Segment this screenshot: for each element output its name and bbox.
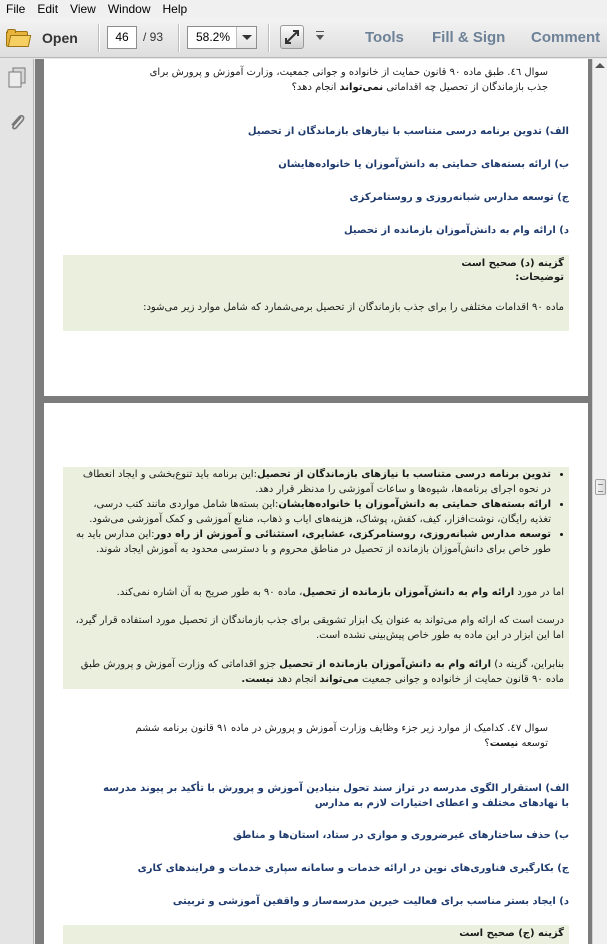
pdf-page bbox=[44, 403, 588, 944]
list-item: • تدوین برنامه درسی متناسب با نیازهای بازماندگان از تحصیل:این برنامه باید تنوع‌بخشی و ایجاد انعطاف در نحوه اجرای برنامه‌ها، شیوه‌ها و ساعات آموزشی را مدنظر قرار دهد. bbox=[73, 467, 551, 497]
answer-title: گزینه (ج) صحیح است bbox=[459, 928, 564, 939]
bullet-list bbox=[73, 467, 551, 557]
scrollbar-thumb[interactable] bbox=[595, 479, 606, 495]
toolbar-options-icon[interactable] bbox=[316, 35, 324, 40]
menu-view[interactable]: View bbox=[70, 2, 96, 16]
tools-pane-button[interactable]: Tools bbox=[365, 29, 404, 46]
paragraph: بنابراین، گزینه د) ارائه وام به دانش‌آموزان بازمانده از تحصیل جزو اقداماتی که وزارت آموزش و پرورش طبق ماده ۹۰ قانون حمایت از خانواده و جوانی جمعیت می‌تواند انجام دهد نیست. bbox=[80, 659, 564, 685]
option-d: د) ایجاد بستر مناسب برای فعالیت خیرین مدرسه‌ساز و واقفین آموزشی و تربیتی bbox=[172, 896, 569, 907]
paragraph: درست است که ارائه وام می‌تواند به عنوان یک ابزار تشویقی برای جذب بازماندگان از تحصیل مورد استفاده قرار گیرد، اما این ابزار در این ماده به طور خاص پیش‌بینی نشده است. bbox=[75, 615, 564, 641]
page-total: / 93 bbox=[143, 30, 164, 44]
menu-bar bbox=[0, 0, 607, 18]
toolbar bbox=[0, 18, 607, 58]
answer-box bbox=[63, 925, 569, 944]
question-46 bbox=[108, 65, 548, 95]
option-c: ج) بکارگیری فناوری‌های نوین در ارائه خدمات و سامانه سپاری خدمات و فرایندهای کاری bbox=[137, 863, 569, 874]
option-a: الف) تدوین برنامه درسی متناسب با نیازهای بازماندگان از تحصیل bbox=[247, 126, 569, 137]
comment-pane-button[interactable]: Comment bbox=[531, 29, 601, 46]
question-47-line1: سوال ٤٧. کدامیک از موارد زیر جزء وظایف وزارت آموزش و پرورش در ماده ۹۱ قانون برنامه ششم bbox=[135, 723, 548, 734]
menu-window[interactable]: Window bbox=[107, 2, 151, 16]
toolbar-separator bbox=[268, 24, 269, 52]
scroll-up-arrow-icon[interactable] bbox=[595, 63, 605, 68]
answer-explanation: ماده ۹۰ اقدامات مختلفی را برای جذب بازماندگان از تحصیل برمی‌شمارد که شامل موارد زیر می‌شود: bbox=[143, 302, 564, 313]
folder-icon bbox=[6, 29, 30, 47]
question-47-line2: توسعه نیست؟ bbox=[484, 738, 548, 749]
explanation-box bbox=[63, 467, 569, 689]
toolbar-separator bbox=[98, 24, 99, 52]
fill-sign-pane-button[interactable]: Fill & Sign bbox=[432, 29, 506, 46]
pdf-page bbox=[44, 59, 588, 396]
vertical-scrollbar[interactable] bbox=[592, 59, 607, 944]
question-46-line2: جذب بازماندگان از تحصیل چه اقداماتی نمی‌تواند انجام دهد؟ bbox=[291, 82, 548, 93]
document-view[interactable] bbox=[35, 59, 592, 944]
menu-edit[interactable]: Edit bbox=[37, 2, 59, 16]
option-d: د) ارائه وام به دانش‌آموزان بازمانده از تحصیل bbox=[343, 225, 569, 236]
menu-help[interactable]: Help bbox=[162, 2, 188, 16]
fit-page-button[interactable] bbox=[280, 25, 304, 49]
paragraph: اما در مورد ارائه وام به دانش‌آموزان بازمانده از تحصیل، ماده ۹۰ به طور صریح به آن اشاره نمی‌کند. bbox=[116, 587, 564, 598]
emphasis-cannot: نمی‌تواند bbox=[339, 82, 384, 93]
open-label: Open bbox=[42, 30, 78, 46]
question-46-line1: سوال ٤٦. طبق ماده ۹۰ قانون حمایت از خانواده و جوانی جمعیت، وزارت آموزش و پرورش برای bbox=[149, 67, 548, 78]
menu-file[interactable]: File bbox=[6, 2, 26, 16]
navigation-pane bbox=[0, 59, 34, 944]
question-47 bbox=[108, 721, 548, 751]
option-a: الف) استقرار الگوی مدرسه در تراز سند تحول بنیادین آموزش و پرورش با تأکید بر پیوند مدرسه با نهادهای مختلف و اعطای اختیارات لازم به مدارس bbox=[103, 783, 569, 809]
zoom-value: 58.2% bbox=[196, 30, 231, 44]
emphasis-not: نیست bbox=[489, 738, 519, 749]
page-number-input[interactable]: 46 bbox=[107, 26, 137, 49]
page-thumbnails-icon[interactable] bbox=[7, 67, 27, 89]
toolbar-separator bbox=[178, 24, 179, 52]
answer-title: گزینه (د) صحیح است bbox=[461, 258, 564, 269]
attachments-paperclip-icon[interactable] bbox=[7, 111, 27, 133]
list-item: • توسعه مدارس شبانه‌روزی، روستامرکزی، عشایری، استثنائی و آموزش از راه دور:این مدارس باید به طور خاص برای دانش‌آموزان بازمانده از تحصیل در مناطق محروم و با دسترسی محدود به آموزش ایجاد شوند. bbox=[73, 527, 551, 557]
option-b: ب) ارائه بسته‌های حمایتی به دانش‌آموزان یا خانواده‌هایشان bbox=[278, 159, 569, 170]
expand-arrows-icon bbox=[284, 29, 300, 45]
option-c: ج) توسعه مدارس شبانه‌روزی و روستامرکزی bbox=[349, 192, 569, 203]
answer-subtitle: توضیحات: bbox=[515, 272, 564, 283]
open-button[interactable] bbox=[6, 26, 78, 50]
zoom-input[interactable] bbox=[187, 26, 257, 49]
zoom-dropdown-button[interactable] bbox=[236, 27, 256, 48]
option-b: ب) حذف ساختارهای غیرضروری و موازی در ستاد، استان‌ها و مناطق bbox=[233, 830, 569, 841]
list-item: • ارائه بسته‌های حمایتی به دانش‌آموزان یا خانواده‌هایشان:این بسته‌ها شامل مواردی مانند کتب درسی، تغذیه رایگان، نوشت‌افزار، کیف، کفش، پوشاک، هزینه‌های ایاب و ذهاب، منابع آموزشی و کمک آموزشی می‌شود. bbox=[73, 497, 551, 527]
answer-box bbox=[63, 255, 569, 331]
